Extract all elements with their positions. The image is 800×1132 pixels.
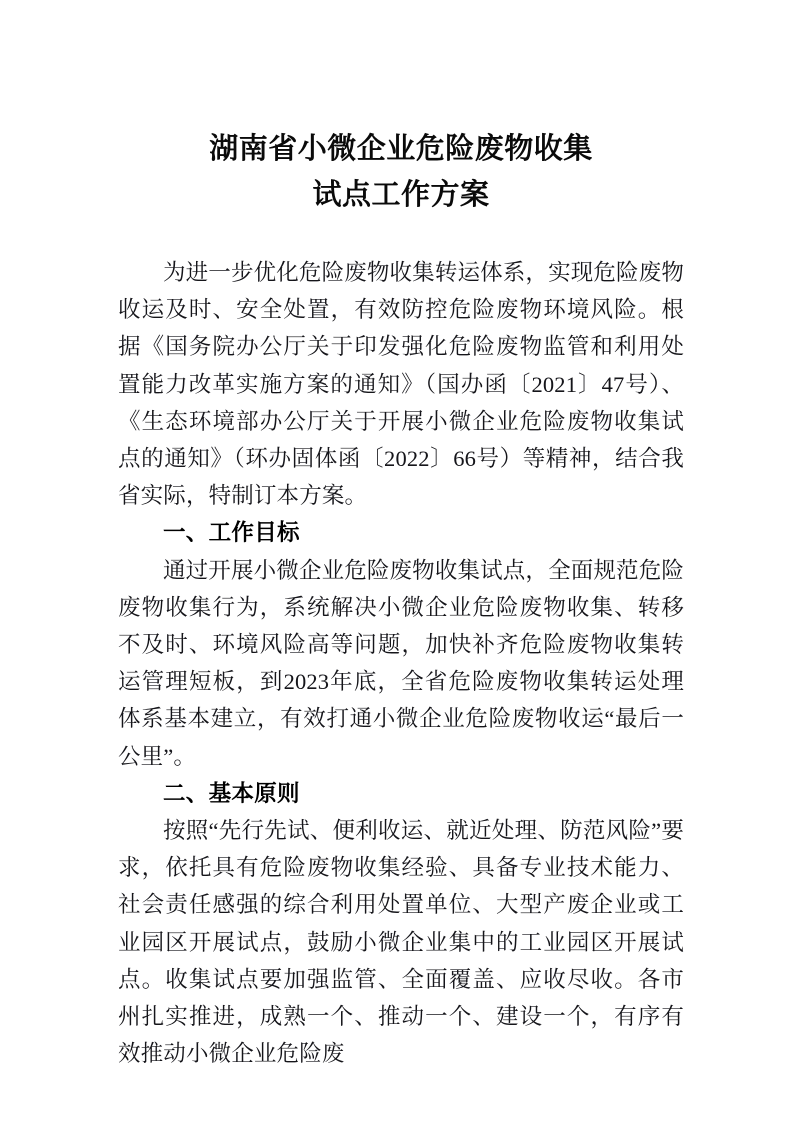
- work-objectives-paragraph: 通过开展小微企业危险废物收集试点，全面规范危险废物收集行为，系统解决小微企业危险废物收集、转移不及时、环境风险高等问题，加快补齐危险废物收集转运管理短板，到2023年底，全省危险废物收集转运处理体系基本建立，有效打通小微企业危险废物收运“最后一公里”。: [118, 557, 684, 769]
- page-content: [118, 0, 684, 1072]
- document-title: [118, 0, 684, 218]
- section-heading-work-objectives: 一、工作目标: [163, 520, 300, 546]
- basic-principles-paragraph: 按照“先行先试、便利收运、就近处理、防范风险”要求，依托具有危险废物收集经验、具备专业技术能力、社会责任感强的综合利用处置单位、大型产废企业或工业园区开展试点，鼓励小微企业集中的工业园区开展试点。收集试点要加强监管、全面覆盖、应收尽收。各市州扎实推进，成熟一个、推动一个、建设一个，有序有效推动小微企业危险废: [118, 818, 684, 1067]
- document-title-line-2: 试点工作方案: [312, 179, 490, 211]
- document-title-line-1: 湖南省小微企业危险废物收集: [209, 133, 593, 165]
- section-heading-basic-principles: 二、基本原则: [163, 780, 300, 806]
- document-body: [118, 254, 684, 1072]
- preamble-paragraph: 为进一步优化危险废物收集转运体系，实现危险废物收运及时、安全处置，有效防控危险废物环境风险。根据《国务院办公厅关于印发强化危险废物监管和利用处置能力改革实施方案的通知》（国办函〔2021〕47号）、《生态环境部办公厅关于开展小微企业危险废物收集试点的通知》（环办固体函〔2022〕66号）等精神，结合我省实际，特制订本方案。: [118, 260, 684, 509]
